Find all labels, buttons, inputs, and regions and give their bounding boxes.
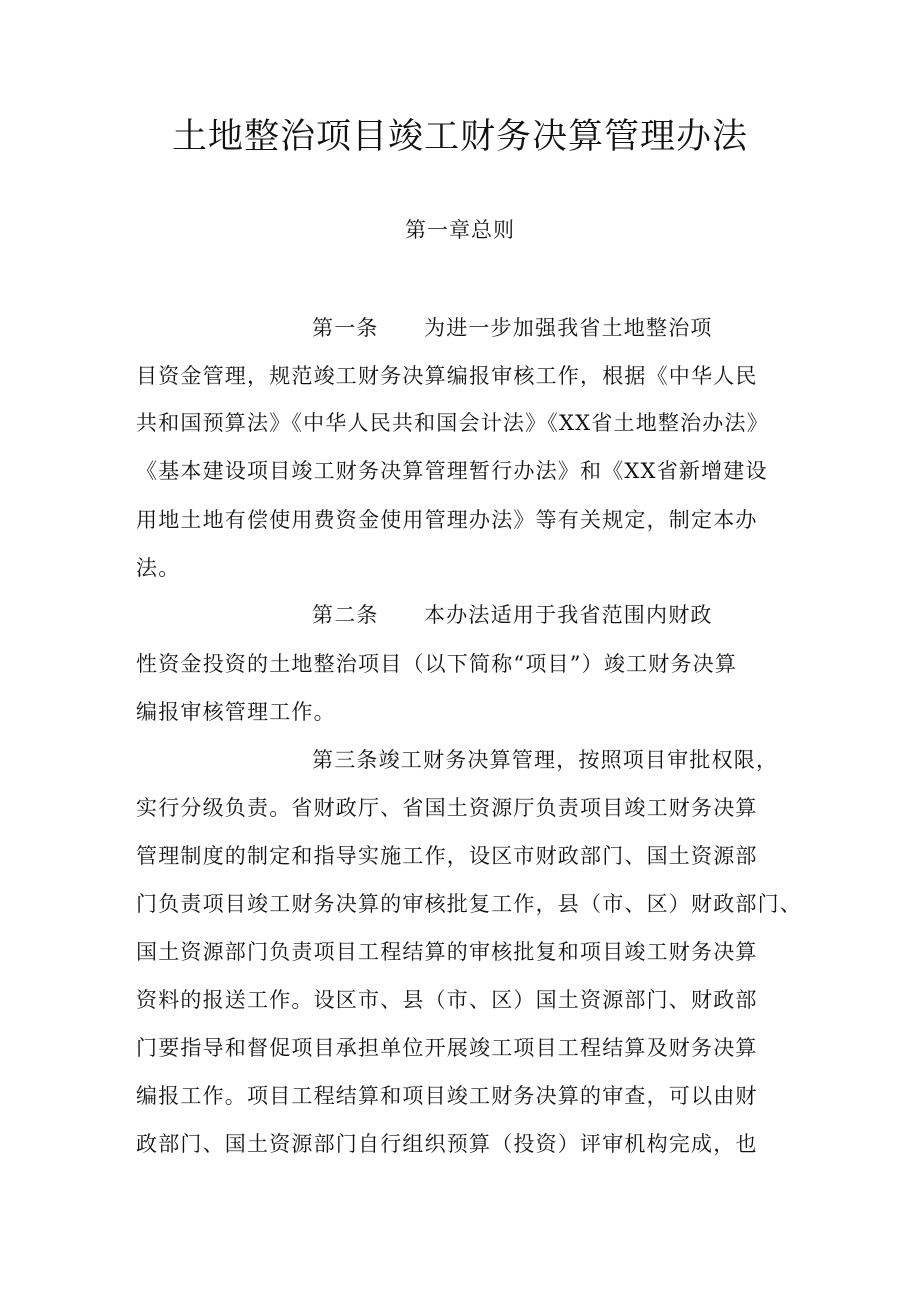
article3-first-line: 第三条竣工财务决算管理，按照项目审批权限，	[312, 748, 779, 772]
article2-line: 编报审核管理工作。	[136, 700, 336, 724]
article1-line: 用地土地有偿使用费资金使用管理办法》等有关规定，制定本办	[136, 508, 758, 532]
article3-line: 政部门、国土资源部门自行组织预算（投资）评审机构完成，也	[136, 1132, 758, 1156]
article3-line: 门负责项目竣工财务决算的审核批复工作，县（市、区）财政部门、	[136, 892, 802, 916]
article1-line: 共和国预算法》《中华人民共和国会计法》《XX省土地整治办法》	[136, 411, 769, 435]
article1-first-line	[312, 313, 792, 343]
document-title: 土地整治项目竣工财务决算管理办法	[171, 117, 748, 157]
article3-line: 管理制度的制定和指导实施工作，设区市财政部门、国土资源部	[136, 844, 758, 868]
article1-line: 目资金管理，规范竣工财务决算编报审核工作，根据《中华人民	[136, 364, 758, 388]
article1-line: 法。	[136, 556, 181, 580]
article2-label: 第二条	[312, 603, 379, 627]
article1-line: 《基本建设项目竣工财务决算管理暂行办法》和《XX省新增建设	[136, 459, 768, 483]
article3-line: 实行分级负责。省财政厅、省国土资源厅负责项目竣工财务决算	[136, 796, 758, 820]
article2-first-text: 本办法适用于我省范围内财政	[424, 603, 713, 627]
article2-line: 性资金投资的土地整治项目（以下简称“项目”）竣工财务决算	[136, 652, 738, 676]
article2-first-line	[312, 600, 792, 630]
article3-line: 编报工作。项目工程结算和项目竣工财务决算的审查，可以由财	[136, 1084, 758, 1108]
article3-line: 门要指导和督促项目承担单位开展竣工项目工程结算及财务决算	[136, 1036, 758, 1060]
article3-line: 资料的报送工作。设区市、县（市、区）国土资源部门、财政部	[136, 988, 758, 1012]
chapter-heading: 第一章总则	[405, 218, 515, 242]
article1-label: 第一条	[312, 316, 379, 340]
article1-first-text: 为进一步加强我省土地整治项	[424, 316, 713, 340]
article3-line: 国土资源部门负责项目工程结算的审核批复和项目竣工财务决算	[136, 940, 758, 964]
